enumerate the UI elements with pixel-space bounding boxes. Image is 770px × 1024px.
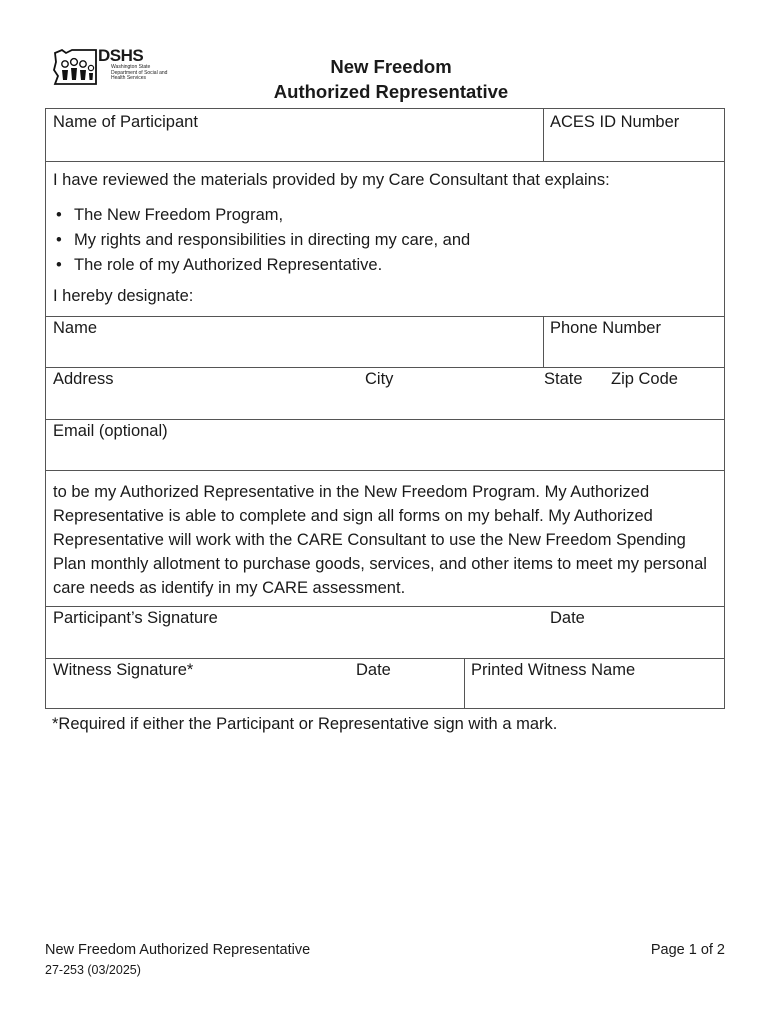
- witness-date-label: Date: [356, 661, 391, 679]
- state-label: State: [544, 370, 583, 388]
- city-label: City: [365, 370, 394, 388]
- column-divider: [543, 109, 544, 161]
- title-line-1: New Freedom: [330, 56, 452, 77]
- row-divider: [46, 419, 724, 420]
- participant-name-label: Name of Participant: [53, 113, 198, 131]
- footer-form-title: New Freedom Authorized Representative: [45, 942, 311, 958]
- logo-acronym: DSHS: [98, 46, 144, 65]
- row-divider: [46, 658, 724, 659]
- row-divider: [46, 470, 724, 471]
- designate-text: I hereby designate:: [53, 287, 194, 305]
- participant-signature-label: Participant’s Signature: [53, 609, 218, 627]
- row-divider: [46, 367, 724, 368]
- row-divider: [46, 606, 724, 607]
- intro-text: I have reviewed the materials provided by my Care Consultant that explains:: [53, 171, 610, 189]
- participant-date-label: Date: [550, 609, 585, 627]
- authorization-form: [45, 108, 725, 709]
- list-item: • My rights and responsibilities in directing my care, and: [53, 228, 470, 253]
- list-item: • The role of my Authorized Representative.: [53, 253, 470, 278]
- footer-form-number: 27-253 (03/2025): [45, 963, 141, 977]
- row-divider: [46, 161, 724, 162]
- aces-id-label: ACES ID Number: [550, 113, 680, 131]
- phone-number-label: Phone Number: [550, 319, 661, 337]
- page-title: [0, 54, 770, 104]
- acknowledgement-list: [53, 203, 470, 278]
- title-line-2: Authorized Representative: [273, 81, 509, 102]
- page-number: Page 1 of 2: [650, 942, 725, 958]
- column-divider: [464, 658, 465, 709]
- address-label: Address: [53, 370, 114, 388]
- printed-witness-name-label: Printed Witness Name: [471, 661, 636, 679]
- zip-code-label: Zip Code: [611, 370, 678, 388]
- logo-subtitle: Washington State Department of Social and Health Services: [111, 64, 168, 82]
- list-item: • The New Freedom Program,: [53, 203, 470, 228]
- column-divider: [543, 316, 544, 367]
- authorization-paragraph: to be my Authorized Representative in the New Freedom Program. My Authorized Representative is able to complete and sign all forms on my behalf. My Authorized Representative will work with the CARE Consultant to use the New Freedom Spending Plan monthly allotment to purchase goods, services, and other items to meet my personal care needs as identify in my CARE assessment.: [53, 483, 707, 597]
- representative-name-label: Name: [53, 319, 98, 337]
- footnote: *Required if either the Participant or Representative sign with a mark.: [52, 715, 558, 733]
- row-divider: [46, 316, 724, 317]
- witness-signature-label: Witness Signature*: [53, 661, 194, 679]
- email-label: Email (optional): [53, 422, 168, 440]
